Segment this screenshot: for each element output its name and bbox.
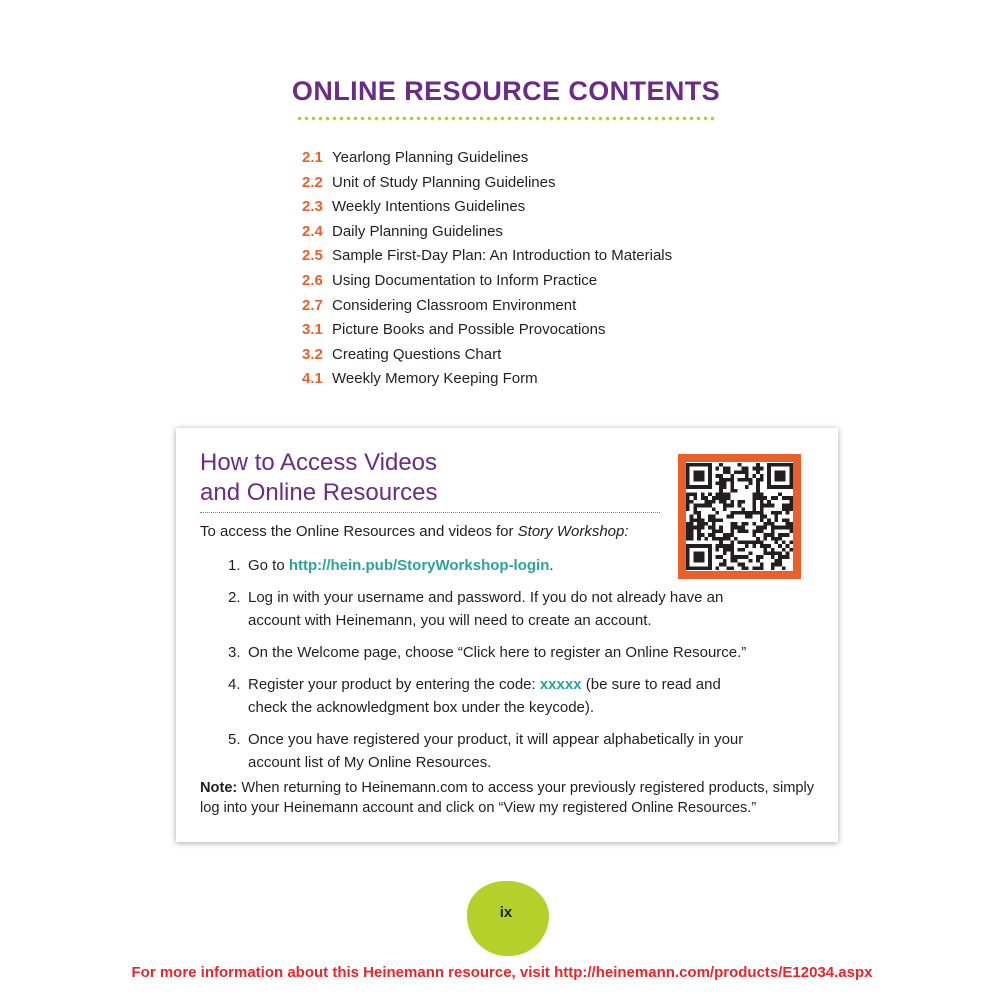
item-number: 2.2 <box>302 173 323 191</box>
item-label: Daily Planning Guidelines <box>332 222 503 240</box>
item-number: 4.1 <box>302 370 323 388</box>
item-number: 2.6 <box>302 271 323 289</box>
intro-text: To access the Online Resources and videos for Story Workshop: <box>200 523 629 540</box>
item-label: Unit of Study Planning Guidelines <box>332 173 556 191</box>
item-number: 2.7 <box>302 296 323 314</box>
page-title: ONLINE RESOURCE CONTENTS <box>291 76 721 106</box>
step-item: 2. Log in with your username and password. If you do not already have an account with Heinemann, you will need to create an account. <box>228 586 758 632</box>
access-instructions-box <box>176 428 838 842</box>
step-item: 5. Once you have registered your product, it will appear alphabetically in your account list of My Online Resources. <box>228 728 748 774</box>
item-number: 3.1 <box>302 321 323 339</box>
list-item <box>302 244 672 269</box>
item-number: 2.5 <box>302 247 323 265</box>
note-text: Note: When returning to Heinemann.com to access your previously registered products, simply log into your Heinemann account and click on “View my registered Online Resources.” <box>200 780 815 816</box>
dotted-divider <box>296 116 718 121</box>
access-heading <box>200 448 437 508</box>
list-item <box>302 318 672 343</box>
step-item: 4. Register your product by entering the code: xxxxx (be sure to read and check the acknowledgment box under the keycode). <box>228 673 748 719</box>
list-item <box>302 269 672 294</box>
step-number: 5. <box>228 731 241 748</box>
list-item <box>302 195 672 220</box>
note-label: Note: <box>200 780 238 796</box>
login-link[interactable]: http://hein.pub/StoryWorkshop-login <box>288 557 550 574</box>
list-item <box>302 171 672 196</box>
item-label: Considering Classroom Environment <box>332 296 577 314</box>
step-item: 1. Go to http://hein.pub/StoryWorkshop-login. <box>228 554 788 577</box>
step-number: 1. <box>228 557 241 574</box>
access-code: xxxxx <box>539 676 582 693</box>
page-number: ix <box>499 904 513 921</box>
item-number: 2.4 <box>302 222 323 240</box>
item-number: 2.1 <box>302 149 323 166</box>
list-item <box>302 343 672 368</box>
item-label: Picture Books and Possible Provocations <box>332 321 606 339</box>
item-label: Weekly Memory Keeping Form <box>332 370 538 388</box>
resource-contents-list <box>302 146 672 392</box>
item-number: 3.2 <box>302 345 323 363</box>
item-label: Weekly Intentions Guidelines <box>332 198 526 216</box>
list-item <box>302 367 672 392</box>
item-label: Creating Questions Chart <box>332 345 502 363</box>
item-label: Yearlong Planning Guidelines <box>332 149 529 166</box>
book-title: Story Workshop: <box>517 523 629 540</box>
item-label: Sample First-Day Plan: An Introduction to Materials <box>332 247 673 265</box>
access-heading-line2: and Online Resources <box>200 479 438 506</box>
step-number: 2. <box>228 589 241 606</box>
steps-list <box>228 554 788 783</box>
step-item: 3. On the Welcome page, choose “Click here to register an Online Resource.” <box>228 641 788 664</box>
step-number: 3. <box>228 644 241 661</box>
heading-divider <box>200 512 660 513</box>
list-item <box>302 220 672 245</box>
footer-info: For more information about this Heinemann resource, visit http://heinemann.com/products/E12034.aspx <box>131 964 873 981</box>
step-number: 4. <box>228 676 241 693</box>
list-item <box>302 294 672 319</box>
access-heading-line1: How to Access Videos <box>200 449 438 476</box>
list-item <box>302 146 672 171</box>
item-label: Using Documentation to Inform Practice <box>332 271 598 289</box>
item-number: 2.3 <box>302 198 323 216</box>
